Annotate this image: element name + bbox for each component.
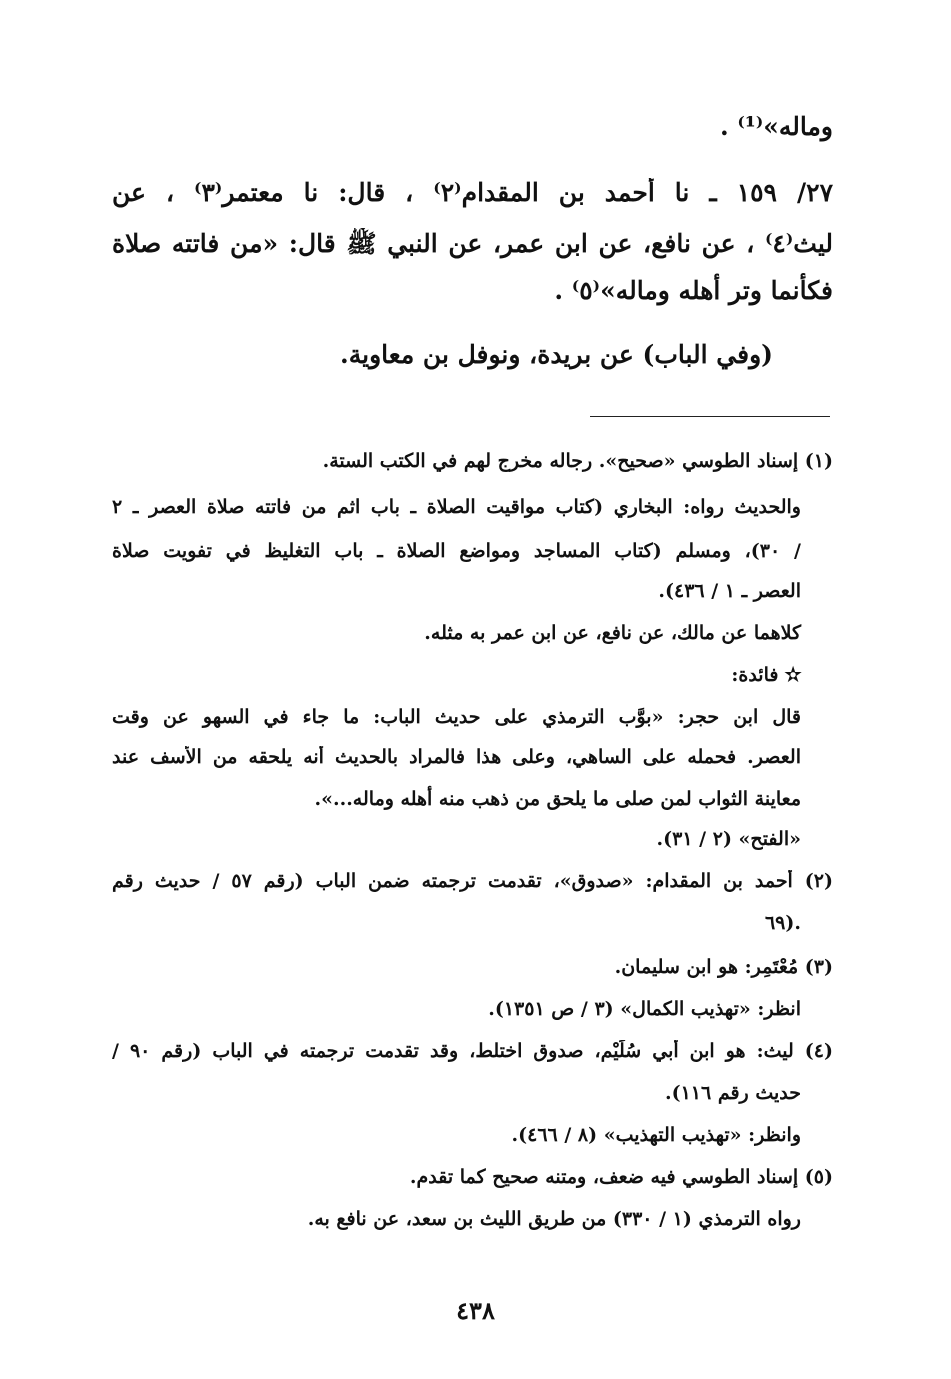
footnote-1-line-3: / ٣٠)، ومسلم (كتاب المساجد ومواضع الصلاة ـ باب التغليظ في تفويت صلاة (112, 540, 801, 562)
footnote-1-line-7: قال ابن حجر: «بوَّب الترمذي على حديث الباب: ما جاء في السهو عن وقت (112, 706, 801, 728)
footnote-1-line-9: معاينة الثواب لمن صلى ما يلحق من ذهب منه أهله وماله...». (314, 788, 801, 810)
hadith-text-line-3: فكأنما وتر أهله وماله»⁽٥⁾ . (554, 276, 833, 305)
footnote-2-line-2: ٦٩). (764, 912, 801, 934)
main-text-line-1: وماله»⁽¹⁾ . (720, 112, 833, 141)
footnote-2-line-1: (٢) أحمد بن المقدام: «صدوق»، تقدمت ترجمته ضمن الباب (رقم ٥٧ / حديث رقم (112, 870, 833, 892)
footnote-1-line-8: العصر. فحمله على الساهي، وعلى هذا فالمراد بالحديث أنه يلحقه من الأسف عند (112, 746, 801, 768)
footnote-separator (590, 416, 830, 417)
hadith-text-line-2: ليث⁽٤⁾ ، عن نافع، عن ابن عمر، عن النبي ﷺ قال: «من فاتته صلاة (112, 229, 833, 258)
footnote-4-line-3: وانظر: «تهذيب التهذيب» (٨ / ٤٦٦). (511, 1124, 801, 1146)
footnote-1-line-5: كلاهما عن مالك، عن نافع، عن ابن عمر به مثله. (424, 622, 801, 644)
chapter-note-line: (وفي الباب) عن بريدة، ونوفل بن معاوية. (340, 340, 773, 369)
hadith-heading-line: ٢٧/ ١٥٩ ـ نا أحمد بن المقدام⁽٢⁾ ، قال: نا معتمر⁽٣⁾ ، عن (112, 178, 833, 207)
benefit-heading: ✫ فائدة: (731, 664, 801, 686)
footnote-5-line-1: (٥) إسناد الطوسي فيه ضعف، ومتنه صحيح كما تقدم. (409, 1166, 833, 1188)
footnote-5-line-2: رواه الترمذي (١ / ٣٣٠) من طريق الليث بن سعد، عن نافع به. (307, 1208, 801, 1230)
footnote-4-line-2: حديث رقم ١١٦). (664, 1082, 801, 1104)
footnote-4-line-1: (٤) ليث: هو ابن أبي سُلَيْم، صدوق اختلط، وقد تقدمت ترجمته في الباب (رقم ٩٠ / (112, 1040, 833, 1062)
footnote-1-line-1: (١) إسناد الطوسي «صحيح». رجاله مخرج لهم في الكتب الستة. (322, 450, 833, 472)
footnote-1-line-2: والحديث رواه: البخاري (كتاب مواقيت الصلاة ـ باب اثم من فاتته صلاة العصر ـ ٢ (112, 496, 801, 518)
footnote-3-line-1: (٣) مُعْتَمِر: هو ابن سليمان. (614, 956, 833, 978)
page-number: ٤٣٨ (456, 1296, 495, 1325)
footnote-3-line-2: انظر: «تهذيب الكمال» (٣ / ص ١٣٥١). (488, 998, 801, 1020)
footnote-1-line-10: «الفتح» (٢ / ٣١). (656, 828, 801, 850)
footnote-1-line-4: العصر ـ ١ / ٤٣٦). (658, 580, 801, 602)
